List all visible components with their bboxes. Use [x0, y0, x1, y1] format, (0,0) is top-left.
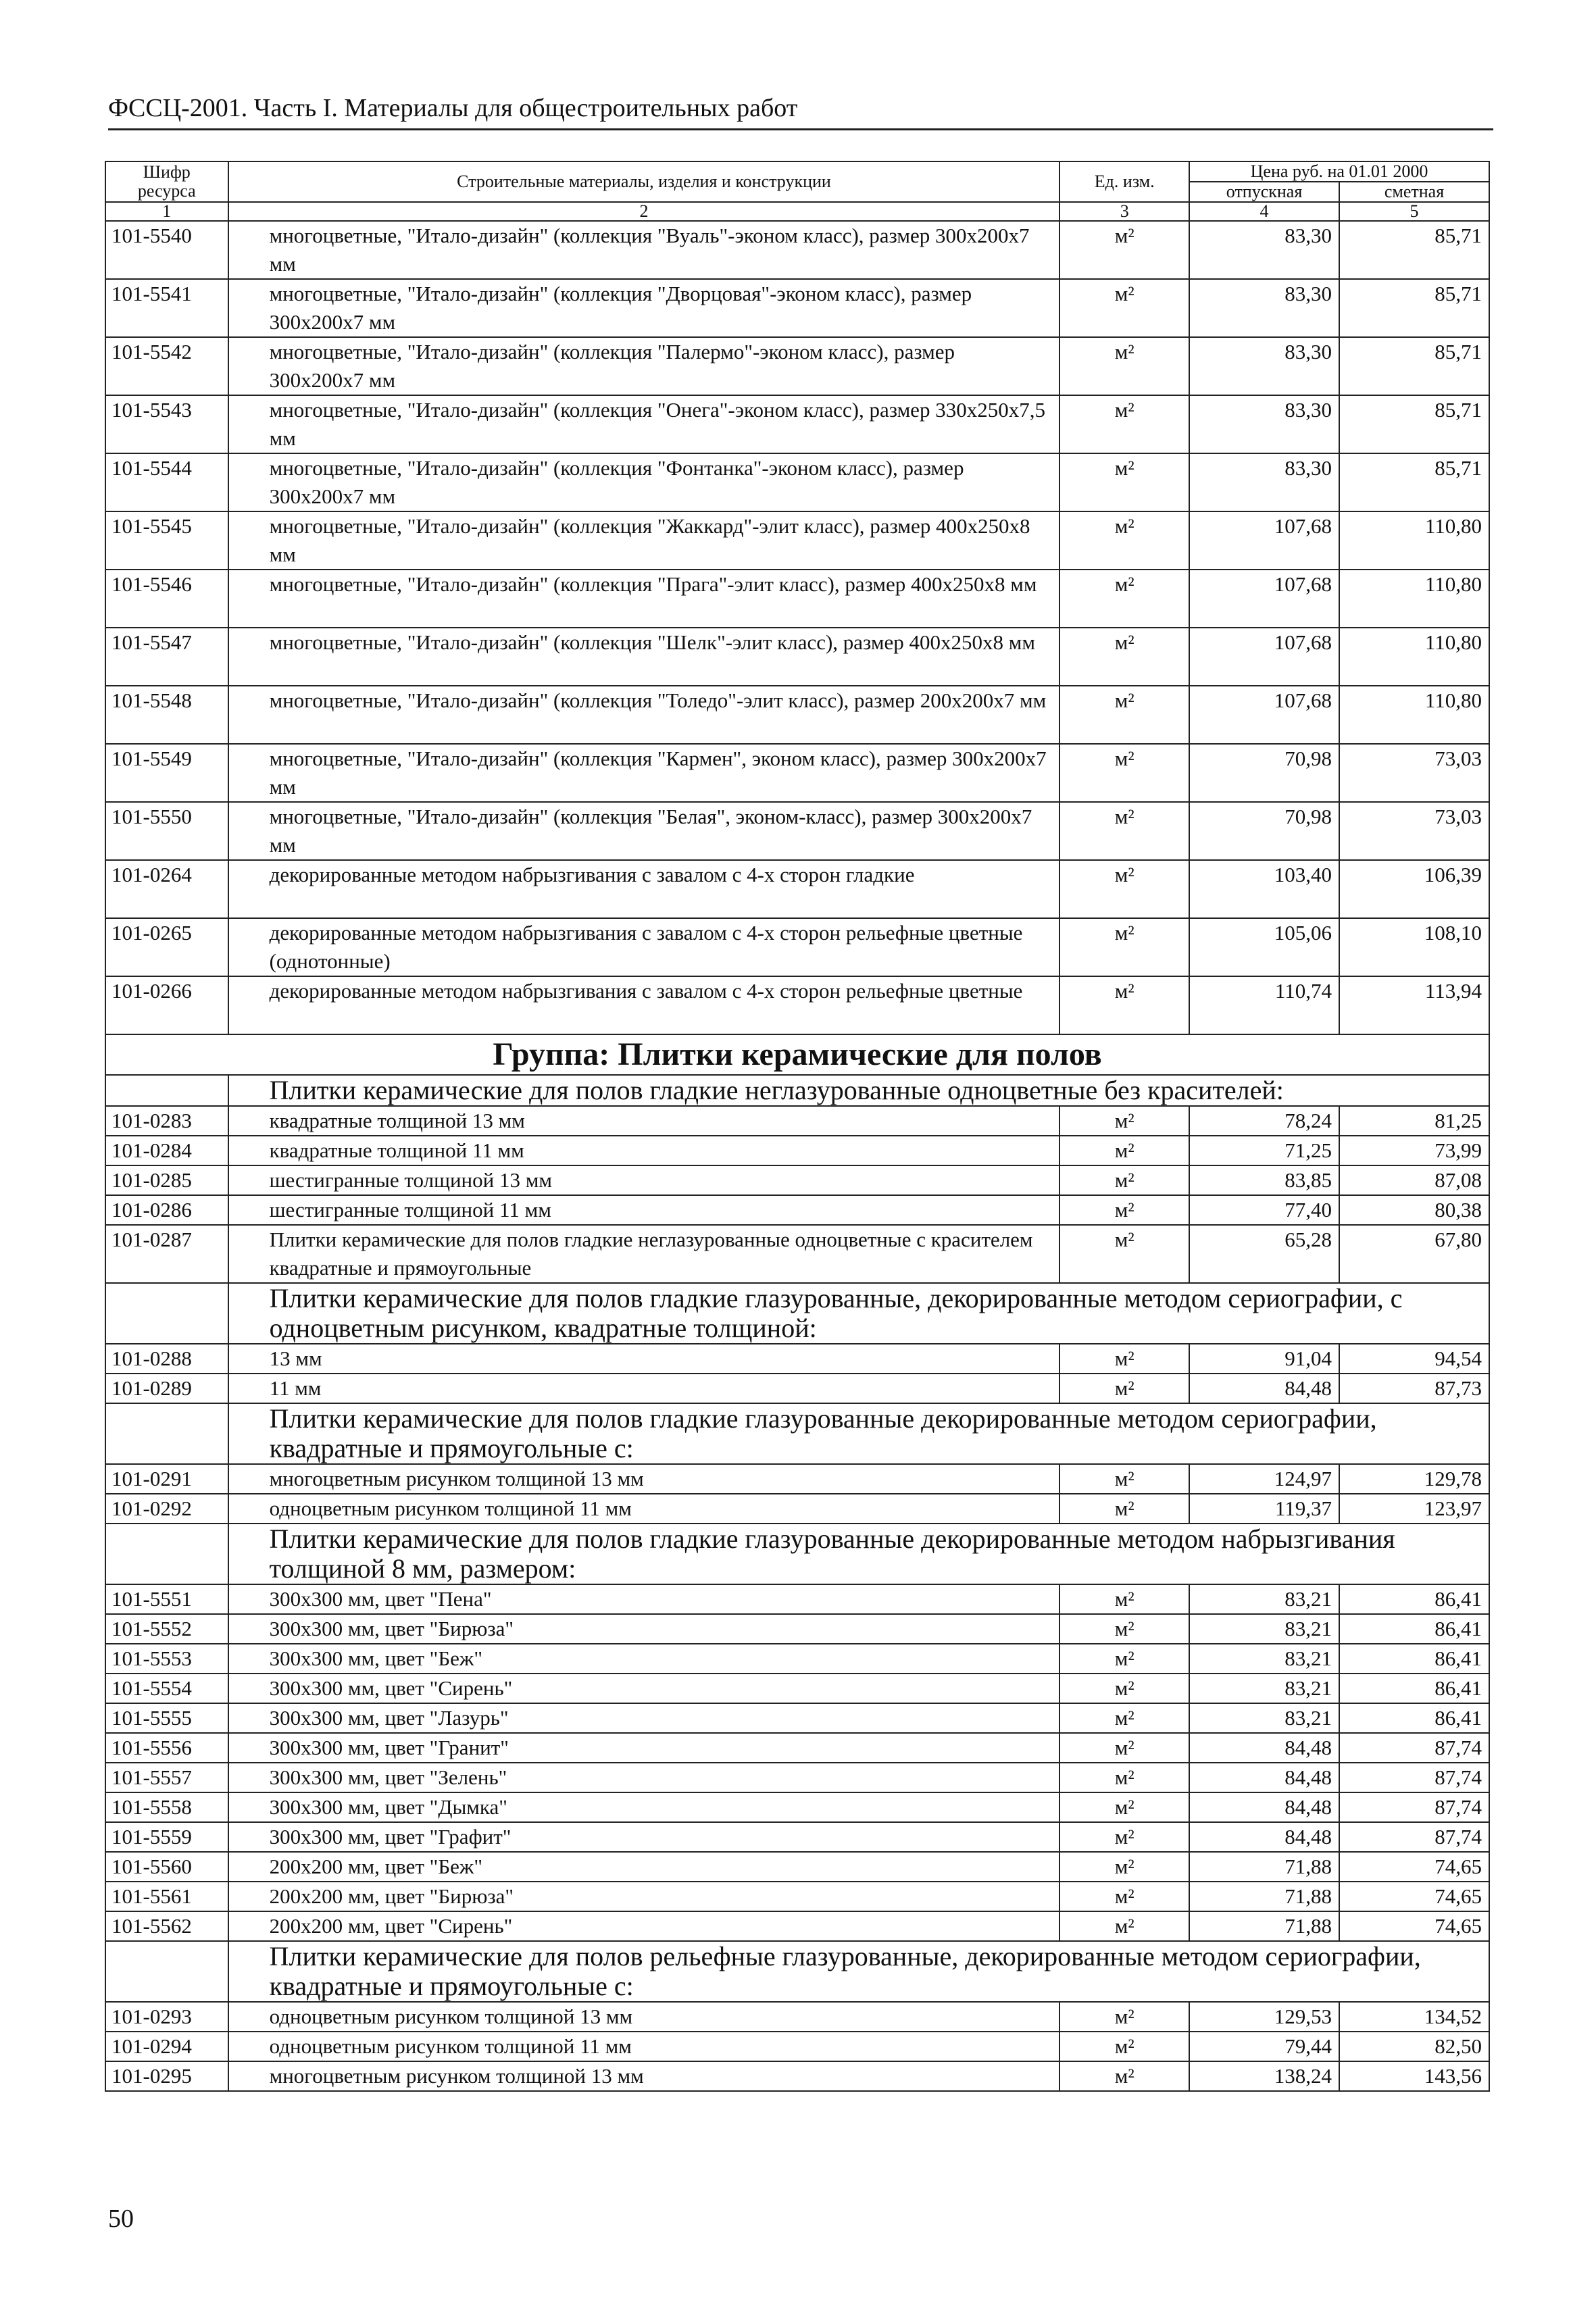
- price-estimate: 85,71: [1339, 279, 1489, 337]
- item-name: 11 мм: [228, 1374, 1060, 1403]
- col-header-name: Строительные материалы, изделия и конструкции: [228, 161, 1060, 202]
- price-estimate: 129,78: [1339, 1464, 1489, 1494]
- price-estimate: 110,80: [1339, 628, 1489, 686]
- unit-cell: м²: [1059, 221, 1189, 279]
- table-row: [105, 2032, 1489, 2061]
- price-release: 84,48: [1189, 1792, 1339, 1822]
- table-row: [105, 1614, 1489, 1644]
- price-release: 65,28: [1189, 1225, 1339, 1283]
- resource-code: 101-5557: [105, 1763, 228, 1792]
- price-release: 83,30: [1189, 395, 1339, 453]
- unit-cell: м²: [1059, 918, 1189, 976]
- table-row: [105, 918, 1489, 976]
- item-name: 300х300 мм, цвет "Зелень": [228, 1763, 1060, 1792]
- empty-cell: [105, 1403, 228, 1464]
- unit-cell: м²: [1059, 511, 1189, 570]
- table-row: [105, 1195, 1489, 1225]
- table-row: [105, 1034, 1489, 1075]
- item-name: 300х300 мм, цвет "Лазурь": [228, 1703, 1060, 1733]
- item-name: Плитки керамические для полов гладкие неглазурованные одноцветные с красителем квадратные и прямоугольные: [228, 1225, 1060, 1283]
- price-release: 71,88: [1189, 1911, 1339, 1941]
- item-name: 200х200 мм, цвет "Беж": [228, 1852, 1060, 1882]
- item-name: декорированные методом набрызгивания с завалом с 4-х сторон рельефные цветные: [228, 976, 1060, 1034]
- resource-code: 101-5551: [105, 1584, 228, 1614]
- table-row: [105, 1283, 1489, 1344]
- item-name: многоцветные, "Итало-дизайн" (коллекция "Вуаль"-эконом класс), размер 300х200х7 мм: [228, 221, 1060, 279]
- table-row: [105, 1165, 1489, 1195]
- resource-code: 101-5544: [105, 453, 228, 511]
- table-row: [105, 1822, 1489, 1852]
- price-estimate: 87,74: [1339, 1822, 1489, 1852]
- item-name: многоцветные, "Итало-дизайн" (коллекция "Шелк"-элит класс), размер 400х250х8 мм: [228, 628, 1060, 686]
- item-name: 300х300 мм, цвет "Гранит": [228, 1733, 1060, 1763]
- unit-cell: м²: [1059, 1882, 1189, 1911]
- price-release: 83,21: [1189, 1703, 1339, 1733]
- table-row: [105, 1403, 1489, 1464]
- price-release: 105,06: [1189, 918, 1339, 976]
- col-header-unit: Ед. изм.: [1059, 161, 1189, 202]
- price-estimate: 82,50: [1339, 2032, 1489, 2061]
- empty-cell: [105, 1941, 228, 2002]
- table-row: [105, 976, 1489, 1034]
- price-estimate: 86,41: [1339, 1703, 1489, 1733]
- table-row: [105, 1703, 1489, 1733]
- item-name: многоцветным рисунком толщиной 13 мм: [228, 1464, 1060, 1494]
- price-release: 107,68: [1189, 511, 1339, 570]
- price-release: 107,68: [1189, 570, 1339, 628]
- table-row: [105, 570, 1489, 628]
- price-estimate: 85,71: [1339, 221, 1489, 279]
- item-name: декорированные методом набрызгивания с завалом с 4-х сторон гладкие: [228, 860, 1060, 918]
- price-release: 83,85: [1189, 1165, 1339, 1195]
- unit-cell: м²: [1059, 1195, 1189, 1225]
- unit-cell: м²: [1059, 1165, 1189, 1195]
- resource-code: 101-5550: [105, 802, 228, 860]
- resource-code: 101-0265: [105, 918, 228, 976]
- price-release: 119,37: [1189, 1494, 1339, 1524]
- col-header-price-release: отпускная: [1189, 182, 1339, 202]
- item-name: многоцветные, "Итало-дизайн" (коллекция "Фонтанка"-эконом класс), размер 300х200х7 мм: [228, 453, 1060, 511]
- unit-cell: м²: [1059, 337, 1189, 395]
- unit-cell: м²: [1059, 976, 1189, 1034]
- resource-code: 101-5553: [105, 1644, 228, 1674]
- price-release: 83,30: [1189, 453, 1339, 511]
- price-table-wrap: [105, 161, 1490, 2092]
- price-estimate: 94,54: [1339, 1344, 1489, 1374]
- resource-code: 101-0289: [105, 1374, 228, 1403]
- unit-cell: м²: [1059, 1822, 1189, 1852]
- price-release: 84,48: [1189, 1374, 1339, 1403]
- resource-code: 101-0285: [105, 1165, 228, 1195]
- item-name: 13 мм: [228, 1344, 1060, 1374]
- table-row: [105, 1136, 1489, 1165]
- col-header-code: Шифр ресурса: [105, 161, 228, 202]
- subsection-title: Плитки керамические для полов гладкие глазурованные, декорированные методом сериографии, с одноцветным рисунком, квадратные толщиной:: [228, 1283, 1489, 1344]
- unit-cell: м²: [1059, 1852, 1189, 1882]
- item-name: многоцветным рисунком толщиной 13 мм: [228, 2061, 1060, 2091]
- price-estimate: 67,80: [1339, 1225, 1489, 1283]
- table-row: [105, 337, 1489, 395]
- table-row: [105, 1464, 1489, 1494]
- item-name: 300х300 мм, цвет "Графит": [228, 1822, 1060, 1852]
- table-row: [105, 1644, 1489, 1674]
- resource-code: 101-5548: [105, 686, 228, 744]
- unit-cell: м²: [1059, 686, 1189, 744]
- item-name: шестигранные толщиной 13 мм: [228, 1165, 1060, 1195]
- table-row: [105, 802, 1489, 860]
- item-name: многоцветные, "Итало-дизайн" (коллекция "Прага"-элит класс), размер 400х250х8 мм: [228, 570, 1060, 628]
- price-release: 83,21: [1189, 1644, 1339, 1674]
- price-estimate: 85,71: [1339, 395, 1489, 453]
- price-estimate: 113,94: [1339, 976, 1489, 1034]
- price-estimate: 143,56: [1339, 2061, 1489, 2091]
- unit-cell: м²: [1059, 1136, 1189, 1165]
- price-release: 103,40: [1189, 860, 1339, 918]
- price-estimate: 86,41: [1339, 1584, 1489, 1614]
- price-release: 71,88: [1189, 1852, 1339, 1882]
- resource-code: 101-0291: [105, 1464, 228, 1494]
- table-row: [105, 1374, 1489, 1403]
- unit-cell: м²: [1059, 1614, 1189, 1644]
- table-body: [105, 221, 1489, 2091]
- resource-code: 101-5562: [105, 1911, 228, 1941]
- unit-cell: м²: [1059, 1464, 1189, 1494]
- table-row: [105, 1344, 1489, 1374]
- col-header-price-estimate: сметная: [1339, 182, 1489, 202]
- resource-code: 101-0292: [105, 1494, 228, 1524]
- table-row: [105, 1763, 1489, 1792]
- resource-code: 101-0266: [105, 976, 228, 1034]
- unit-cell: м²: [1059, 1703, 1189, 1733]
- price-release: 71,88: [1189, 1882, 1339, 1911]
- price-release: 83,21: [1189, 1674, 1339, 1703]
- price-release: 83,21: [1189, 1584, 1339, 1614]
- item-name: квадратные толщиной 11 мм: [228, 1136, 1060, 1165]
- unit-cell: м²: [1059, 2061, 1189, 2091]
- price-estimate: 86,41: [1339, 1614, 1489, 1644]
- item-name: одноцветным рисунком толщиной 13 мм: [228, 2002, 1060, 2032]
- item-name: многоцветные, "Итало-дизайн" (коллекция "Палермо"-эконом класс), размер 300х200х7 мм: [228, 337, 1060, 395]
- unit-cell: м²: [1059, 860, 1189, 918]
- resource-code: 101-5558: [105, 1792, 228, 1822]
- table-row: [105, 511, 1489, 570]
- resource-code: 101-5555: [105, 1703, 228, 1733]
- price-release: 91,04: [1189, 1344, 1339, 1374]
- empty-cell: [105, 1524, 228, 1584]
- table-row: [105, 1852, 1489, 1882]
- group-title: Группа: Плитки керамические для полов: [105, 1034, 1489, 1075]
- col-number: 2: [228, 202, 1060, 221]
- price-estimate: 123,97: [1339, 1494, 1489, 1524]
- subsection-title: Плитки керамические для полов гладкие глазурованные декорированные методом набрызгивания толщиной 8 мм, размером:: [228, 1524, 1489, 1584]
- resource-code: 101-5561: [105, 1882, 228, 1911]
- item-name: 300х300 мм, цвет "Беж": [228, 1644, 1060, 1674]
- item-name: одноцветным рисунком толщиной 11 мм: [228, 2032, 1060, 2061]
- resource-code: 101-0264: [105, 860, 228, 918]
- item-name: декорированные методом набрызгивания с завалом с 4-х сторон рельефные цветные (однотонные): [228, 918, 1060, 976]
- unit-cell: м²: [1059, 1584, 1189, 1614]
- resource-code: 101-5542: [105, 337, 228, 395]
- resource-code: 101-5545: [105, 511, 228, 570]
- price-release: 83,30: [1189, 337, 1339, 395]
- table-row: [105, 1911, 1489, 1941]
- item-name: одноцветным рисунком толщиной 11 мм: [228, 1494, 1060, 1524]
- resource-code: 101-0286: [105, 1195, 228, 1225]
- empty-cell: [105, 1075, 228, 1106]
- price-estimate: 73,03: [1339, 744, 1489, 802]
- table-row: [105, 860, 1489, 918]
- price-estimate: 110,80: [1339, 686, 1489, 744]
- subsection-title: Плитки керамические для полов рельефные глазурованные, декорированные методом сериографии, квадратные и прямоугольные с:: [228, 1941, 1489, 2002]
- subsection-title: Плитки керамические для полов гладкие неглазурованные одноцветные без красителей:: [228, 1075, 1489, 1106]
- price-estimate: 80,38: [1339, 1195, 1489, 1225]
- unit-cell: м²: [1059, 1225, 1189, 1283]
- col-number: 4: [1189, 202, 1339, 221]
- price-table: [105, 161, 1490, 2092]
- unit-cell: м²: [1059, 744, 1189, 802]
- table-row: [105, 686, 1489, 744]
- resource-code: 101-5559: [105, 1822, 228, 1852]
- col-number: 1: [105, 202, 228, 221]
- unit-cell: м²: [1059, 2032, 1189, 2061]
- table-row: [105, 1494, 1489, 1524]
- unit-cell: м²: [1059, 279, 1189, 337]
- price-estimate: 86,41: [1339, 1674, 1489, 1703]
- item-name: 300х300 мм, цвет "Бирюза": [228, 1614, 1060, 1644]
- table-row: [105, 1225, 1489, 1283]
- price-estimate: 106,39: [1339, 860, 1489, 918]
- price-estimate: 73,99: [1339, 1136, 1489, 1165]
- price-estimate: 87,74: [1339, 1792, 1489, 1822]
- unit-cell: м²: [1059, 1374, 1189, 1403]
- price-release: 110,74: [1189, 976, 1339, 1034]
- item-name: 300х300 мм, цвет "Дымка": [228, 1792, 1060, 1822]
- item-name: многоцветные, "Итало-дизайн" (коллекция "Дворцовая"-эконом класс), размер 300х200х7 мм: [228, 279, 1060, 337]
- table-row: [105, 395, 1489, 453]
- unit-cell: м²: [1059, 395, 1189, 453]
- price-estimate: 134,52: [1339, 2002, 1489, 2032]
- price-estimate: 85,71: [1339, 453, 1489, 511]
- unit-cell: м²: [1059, 1106, 1189, 1136]
- table-row: [105, 1674, 1489, 1703]
- table-row: [105, 1941, 1489, 2002]
- price-release: 83,30: [1189, 221, 1339, 279]
- resource-code: 101-0295: [105, 2061, 228, 2091]
- col-number: 3: [1059, 202, 1189, 221]
- price-estimate: 74,65: [1339, 1852, 1489, 1882]
- resource-code: 101-5543: [105, 395, 228, 453]
- unit-cell: м²: [1059, 1792, 1189, 1822]
- unit-cell: м²: [1059, 802, 1189, 860]
- table-row: [105, 221, 1489, 279]
- table-head: [105, 161, 1489, 221]
- empty-cell: [105, 1283, 228, 1344]
- unit-cell: м²: [1059, 1911, 1189, 1941]
- table-row: [105, 1792, 1489, 1822]
- unit-cell: м²: [1059, 2002, 1189, 2032]
- resource-code: 101-5546: [105, 570, 228, 628]
- price-estimate: 110,80: [1339, 511, 1489, 570]
- price-estimate: 85,71: [1339, 337, 1489, 395]
- price-release: 84,48: [1189, 1763, 1339, 1792]
- table-row: [105, 1882, 1489, 1911]
- item-name: шестигранные толщиной 11 мм: [228, 1195, 1060, 1225]
- price-estimate: 74,65: [1339, 1882, 1489, 1911]
- unit-cell: м²: [1059, 1763, 1189, 1792]
- unit-cell: м²: [1059, 453, 1189, 511]
- table-row: [105, 1106, 1489, 1136]
- price-estimate: 110,80: [1339, 570, 1489, 628]
- resource-code: 101-0293: [105, 2002, 228, 2032]
- item-name: 300х300 мм, цвет "Пена": [228, 1584, 1060, 1614]
- item-name: 200х200 мм, цвет "Сирень": [228, 1911, 1060, 1941]
- item-name: многоцветные, "Итало-дизайн" (коллекция "Толедо"-элит класс), размер 200х200х7 мм: [228, 686, 1060, 744]
- resource-code: 101-5554: [105, 1674, 228, 1703]
- page-number: 50: [108, 2205, 134, 2233]
- resource-code: 101-0284: [105, 1136, 228, 1165]
- page-header: ФССЦ-2001. Часть I. Материалы для общестроительных работ: [108, 93, 1493, 130]
- price-release: 107,68: [1189, 628, 1339, 686]
- price-estimate: 87,08: [1339, 1165, 1489, 1195]
- price-release: 107,68: [1189, 686, 1339, 744]
- unit-cell: м²: [1059, 1494, 1189, 1524]
- table-row: [105, 279, 1489, 337]
- col-number: 5: [1339, 202, 1489, 221]
- table-row: [105, 744, 1489, 802]
- price-release: 124,97: [1189, 1464, 1339, 1494]
- unit-cell: м²: [1059, 628, 1189, 686]
- price-release: 71,25: [1189, 1136, 1339, 1165]
- price-release: 77,40: [1189, 1195, 1339, 1225]
- item-name: квадратные толщиной 13 мм: [228, 1106, 1060, 1136]
- resource-code: 101-5560: [105, 1852, 228, 1882]
- table-row: [105, 453, 1489, 511]
- price-estimate: 81,25: [1339, 1106, 1489, 1136]
- price-estimate: 108,10: [1339, 918, 1489, 976]
- item-name: многоцветные, "Итало-дизайн" (коллекция "Белая", эконом-класс), размер 300х200х7 мм: [228, 802, 1060, 860]
- resource-code: 101-5552: [105, 1614, 228, 1644]
- price-estimate: 86,41: [1339, 1644, 1489, 1674]
- unit-cell: м²: [1059, 1733, 1189, 1763]
- item-name: многоцветные, "Итало-дизайн" (коллекция "Онега"-эконом класс), размер 330х250х7,5 мм: [228, 395, 1060, 453]
- item-name: 300х300 мм, цвет "Сирень": [228, 1674, 1060, 1703]
- table-row: [105, 1733, 1489, 1763]
- col-header-price: Цена руб. на 01.01 2000: [1189, 161, 1489, 182]
- resource-code: 101-0283: [105, 1106, 228, 1136]
- resource-code: 101-0288: [105, 1344, 228, 1374]
- table-row: [105, 1524, 1489, 1584]
- price-release: 79,44: [1189, 2032, 1339, 2061]
- resource-code: 101-5540: [105, 221, 228, 279]
- price-release: 84,48: [1189, 1822, 1339, 1852]
- price-release: 83,30: [1189, 279, 1339, 337]
- table-row: [105, 1075, 1489, 1106]
- resource-code: 101-5547: [105, 628, 228, 686]
- subsection-title: Плитки керамические для полов гладкие глазурованные декорированные методом сериографии, квадратные и прямоугольные с:: [228, 1403, 1489, 1464]
- price-estimate: 87,74: [1339, 1733, 1489, 1763]
- item-name: многоцветные, "Итало-дизайн" (коллекция "Кармен", эконом класс), размер 300х200х7 мм: [228, 744, 1060, 802]
- price-estimate: 74,65: [1339, 1911, 1489, 1941]
- resource-code: 101-5541: [105, 279, 228, 337]
- resource-code: 101-5549: [105, 744, 228, 802]
- resource-code: 101-5556: [105, 1733, 228, 1763]
- resource-code: 101-0287: [105, 1225, 228, 1283]
- unit-cell: м²: [1059, 570, 1189, 628]
- resource-code: 101-0294: [105, 2032, 228, 2061]
- unit-cell: м²: [1059, 1644, 1189, 1674]
- price-release: 78,24: [1189, 1106, 1339, 1136]
- price-release: 129,53: [1189, 2002, 1339, 2032]
- item-name: 200х200 мм, цвет "Бирюза": [228, 1882, 1060, 1911]
- price-release: 138,24: [1189, 2061, 1339, 2091]
- table-row: [105, 628, 1489, 686]
- table-row: [105, 2002, 1489, 2032]
- price-estimate: 73,03: [1339, 802, 1489, 860]
- price-estimate: 87,73: [1339, 1374, 1489, 1403]
- price-release: 70,98: [1189, 744, 1339, 802]
- unit-cell: м²: [1059, 1344, 1189, 1374]
- price-estimate: 87,74: [1339, 1763, 1489, 1792]
- price-release: 70,98: [1189, 802, 1339, 860]
- unit-cell: м²: [1059, 1674, 1189, 1703]
- price-release: 83,21: [1189, 1614, 1339, 1644]
- price-release: 84,48: [1189, 1733, 1339, 1763]
- item-name: многоцветные, "Итало-дизайн" (коллекция "Жаккард"-элит класс), размер 400х250х8 мм: [228, 511, 1060, 570]
- table-row: [105, 2061, 1489, 2091]
- table-row: [105, 1584, 1489, 1614]
